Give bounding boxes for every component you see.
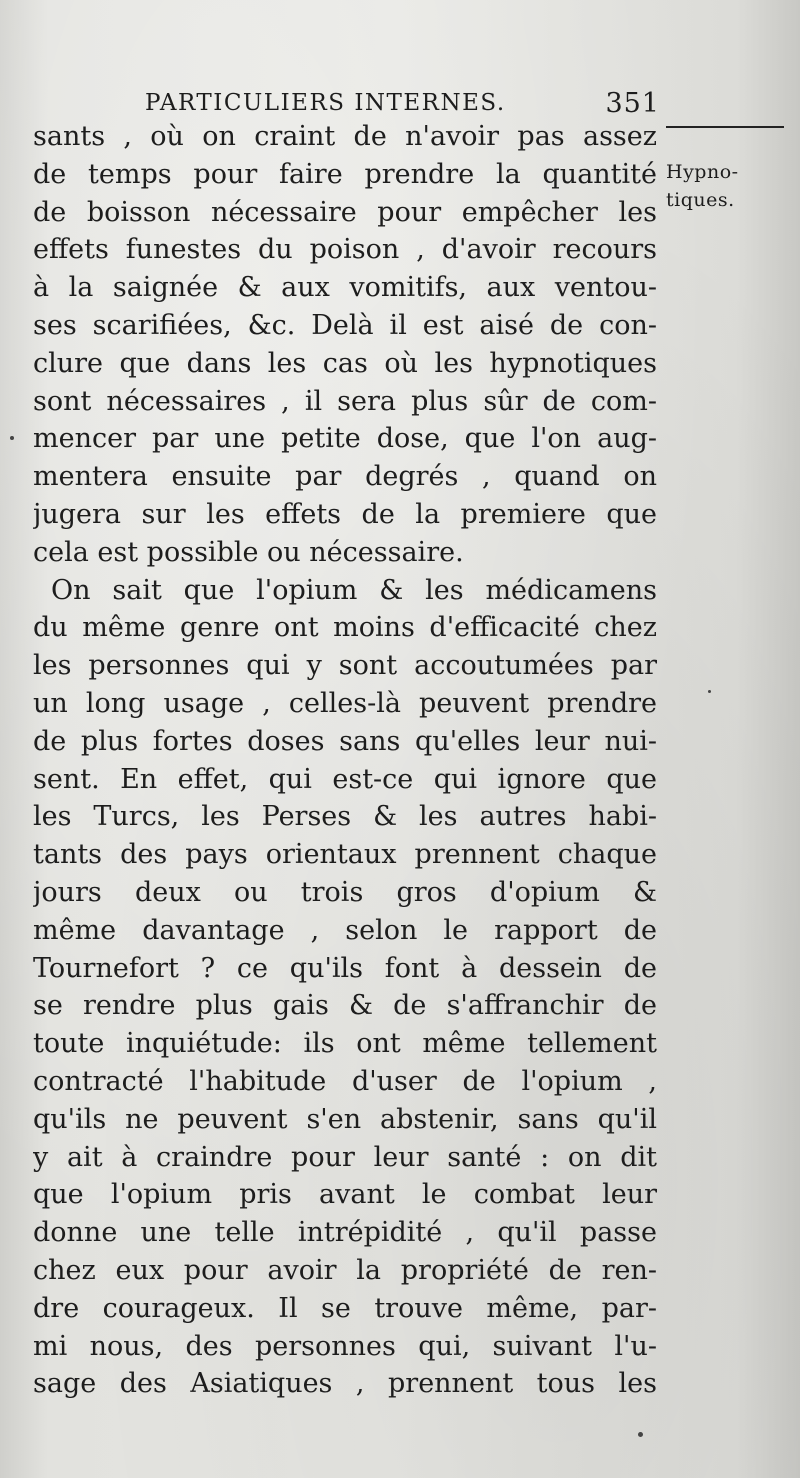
text-line: jugera sur les effets de la premiere que	[33, 498, 657, 530]
text-line: jours deux ou trois gros d'opium &	[33, 876, 657, 908]
text-line: mi nous, des personnes qui, suivant l'u-	[33, 1330, 657, 1362]
margin-note-line-1: Hypno-	[666, 161, 739, 183]
ink-speck	[708, 690, 711, 693]
text-line: même davantage , selon le rapport de	[33, 914, 657, 946]
text-line: de plus fortes doses sans qu'elles leur nui-	[33, 725, 657, 757]
text-line: clure que dans les cas où les hypnotiques	[33, 347, 657, 379]
ink-speck	[638, 1432, 643, 1437]
text-line: sent. En effet, qui est-ce qui ignore que	[33, 763, 657, 795]
text-line: que l'opium pris avant le combat leur	[33, 1179, 657, 1211]
body-text	[33, 118, 657, 1403]
text-line: du même genre ont moins d'efficacité chez	[33, 612, 657, 644]
text-line: dre courageux. Il se trouve même, par-	[33, 1292, 657, 1324]
text-line: les personnes qui y sont accoutumées par	[33, 650, 657, 682]
text-line: de boisson nécessaire pour empêcher les	[33, 196, 657, 228]
text-line: donne une telle intrépidité , qu'il passe	[33, 1217, 657, 1249]
text-line: chez eux pour avoir la propriété de ren-	[33, 1254, 657, 1286]
text-line: effets funestes du poison , d'avoir recours	[33, 234, 657, 266]
margin-rule	[666, 126, 784, 128]
text-line: ses scarifiées, &c. Delà il est aisé de con-	[33, 309, 657, 341]
ink-speck	[10, 436, 14, 440]
text-line: de temps pour faire prendre la quantité	[33, 158, 657, 190]
text-line: tants des pays orientaux prennent chaque	[33, 839, 657, 871]
text-line: contracté l'habitude d'user de l'opium ,	[33, 1065, 657, 1097]
text-line: On sait que l'opium & les médicamens	[51, 574, 657, 606]
text-line: sont nécessaires , il sera plus sûr de com-	[33, 385, 657, 417]
text-line: qu'ils ne peuvent s'en abstenir, sans qu'il	[33, 1103, 657, 1135]
text-line: mencer par une petite dose, que l'on aug-	[33, 423, 657, 455]
text-line: mentera ensuite par degrés , quand on	[33, 461, 657, 493]
text-line: un long usage , celles-là peuvent prendre	[33, 687, 657, 719]
page-number: 351	[605, 88, 660, 119]
text-line: se rendre plus gais & de s'affranchir de	[33, 990, 657, 1022]
text-line: les Turcs, les Perses & les autres habi-	[33, 801, 657, 833]
margin-note	[666, 158, 739, 214]
margin-note-line-2: tiques.	[666, 189, 735, 211]
running-head: PARTICULIERS INTERNES.	[145, 90, 506, 116]
text-line: sants , où on craint de n'avoir pas assez	[33, 121, 657, 152]
text-line: à la saignée & aux vomitifs, aux ventou-	[33, 272, 657, 304]
text-line: y ait à craindre pour leur santé : on dit	[33, 1141, 657, 1173]
text-line: sage des Asiatiques , prennent tous les	[33, 1368, 657, 1400]
text-line: Tournefort ? ce qu'ils font à dessein de	[33, 952, 657, 984]
text-line: cela est possible ou nécessaire.	[33, 536, 464, 568]
text-line: toute inquiétude: ils ont même tellement	[33, 1028, 657, 1060]
